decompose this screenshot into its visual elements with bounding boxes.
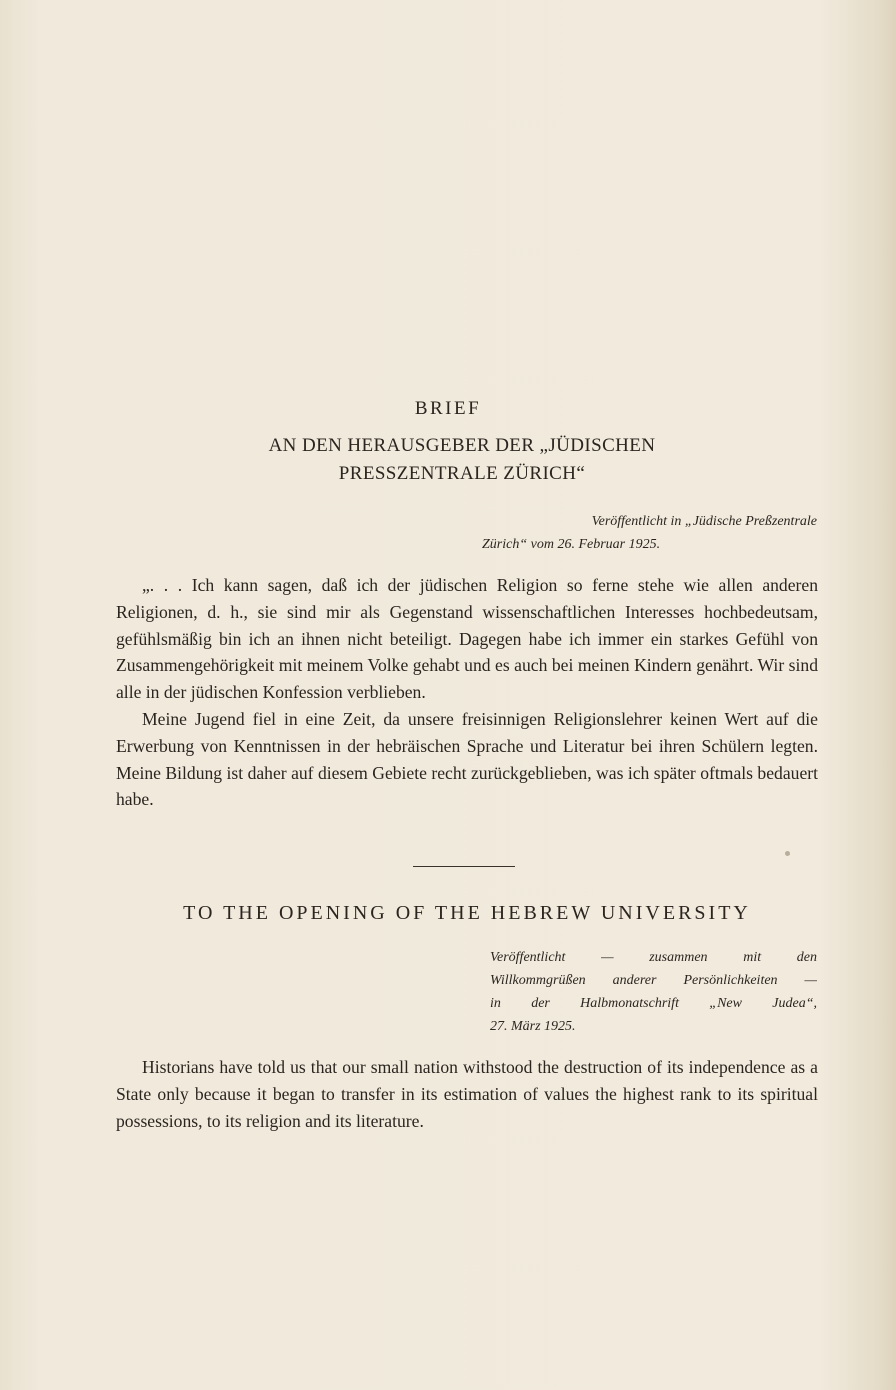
section-subtitle-line-1: AN DEN HERAUSGEBER DER „JÜDISCHEN bbox=[268, 435, 656, 456]
publication-note-line: 27. März 1925. bbox=[490, 1019, 576, 1034]
publication-note-brief-line-2: Zürich“ vom 26. Februar 1925. bbox=[482, 537, 661, 552]
paper-speck bbox=[785, 851, 790, 856]
letter-paragraph: Meine Jugend fiel in eine Zeit, da unsere freisinnigen Religionslehrer keinen Wert auf die Erwerbung von Kenntnissen in der hebräischen Sprache und Literatur bei ihren Schülern legten. Meine Bildung ist daher auf diesem Gebiete recht zurückgeblieben, was ich später oftmals bedauert habe. bbox=[116, 708, 818, 810]
letter-paragraph: „. . . Ich kann sagen, daß ich der jüdischen Religion so ferne stehe wie allen anderen Religionen, d. h., sie sind mir als Gegenstand wissenschaftlichen Interesses hochbedeutsam, gefühlsmäßig bin ich an ihnen nicht beteiligt. Dagegen habe ich immer ein starkes Gefühl von Zusammengehörigkeit mit meinem Volke gehabt und es auch bei meinen Kindern genährt. Wir sind alle in der jüdischen Konfession verblieben. bbox=[116, 575, 818, 703]
publication-note-hebrew-university bbox=[490, 946, 817, 1038]
section-divider bbox=[413, 866, 515, 867]
section-title-brief: BRIEF bbox=[414, 398, 482, 419]
publication-note-line: Veröffentlicht — zusammen mit den bbox=[490, 950, 817, 965]
section-title-hebrew-university: TO THE OPENING OF THE HEBREW UNIVERSITY bbox=[183, 902, 751, 924]
section-subtitle-line-2: PRESSZENTRALE ZÜRICH“ bbox=[338, 463, 586, 484]
publication-note-brief bbox=[482, 510, 817, 556]
english-body bbox=[116, 1054, 818, 1134]
publication-note-line: Willkommgrüßen anderer Persönlichkeiten — bbox=[490, 973, 817, 988]
publication-note-line: in der Halbmonatschrift „New Judea“, bbox=[490, 996, 817, 1011]
letter-body bbox=[116, 572, 818, 813]
english-paragraph: Historians have told us that our small nation withstood the destruction of its independence as a State only because it began to transfer in its estimation of values the highest rank to its spiritual possessions, to its religion and its literature. bbox=[116, 1057, 818, 1131]
publication-note-brief-line-1: Veröffentlicht in „Jüdische Preßzentrale bbox=[591, 514, 817, 529]
